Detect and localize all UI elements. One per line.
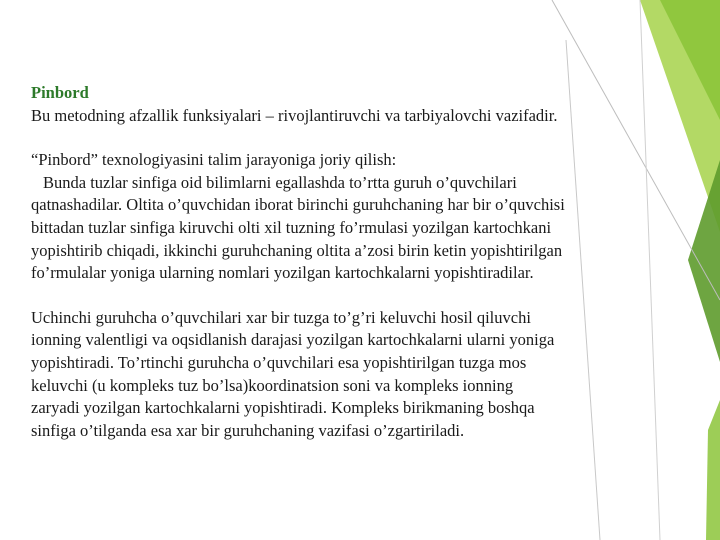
paragraph2-line: Uchinchi guruhcha o’quvchilari xar bir tuzga to’g’ri keluvchi hosil qiluvchi bbox=[31, 307, 531, 327]
paragraph2-line: yopishtiradi. To’rtinchi guruhcha o’quvchilari esa yopishtirilgan tuzga mos bbox=[31, 352, 527, 372]
section-heading: “Pinbord” texnologiyasini talim jarayoniga joriy qilish: bbox=[31, 150, 397, 170]
paragraph2-line: ionning valentligi va oqsidlanish darajasi yozilgan kartochkalarni ularni yoniga bbox=[31, 330, 555, 350]
spacer bbox=[31, 285, 696, 307]
paragraph1-line: fo’rmulalar yoniga ularning nomlari yozilgan kartochkalarni yopishtiradilar. bbox=[31, 263, 534, 283]
paragraph1-line: bittadan tuzlar sinfiga kiruvchi olti xil tuzning fo’rmulasi yozilgan kartochkani bbox=[31, 217, 552, 237]
facet-bottom-green bbox=[706, 400, 720, 540]
spacer bbox=[31, 127, 696, 149]
paragraph1-line: qatnashadilar. Oltita o’quvchidan iborat birinchi guruhchaning har bir o’quvchisi bbox=[31, 195, 565, 215]
intro-text: Bu metodning afzallik funksiyalari – rivojlantiruvchi va tarbiyalovchi vazifadir. bbox=[31, 105, 558, 125]
paragraph1-line: Bunda tuzlar sinfiga oid bilimlarni egallashda to’rtta guruh o’quvchilari bbox=[43, 172, 517, 192]
paragraph2-line: keluvchi (u kompleks tuz bo’lsa)koordinatsion soni va kompleks ionning bbox=[31, 375, 514, 395]
slide-title: Pinbord bbox=[31, 83, 89, 102]
paragraph1-line: yopishtirib chiqadi, ikkinchi guruhchaning oltita a’zosi birin ketin yopishtirilgan bbox=[31, 240, 563, 260]
paragraph2-line: zaryadi yozilgan kartochkalarni yopishtiradi. Kompleks birikmaning boshqa bbox=[31, 398, 535, 418]
slide-content bbox=[31, 82, 696, 442]
paragraph2-line: sinfiga o’tilganda esa xar bir guruhchaning vazifasi o’zgartiriladi. bbox=[31, 420, 465, 440]
